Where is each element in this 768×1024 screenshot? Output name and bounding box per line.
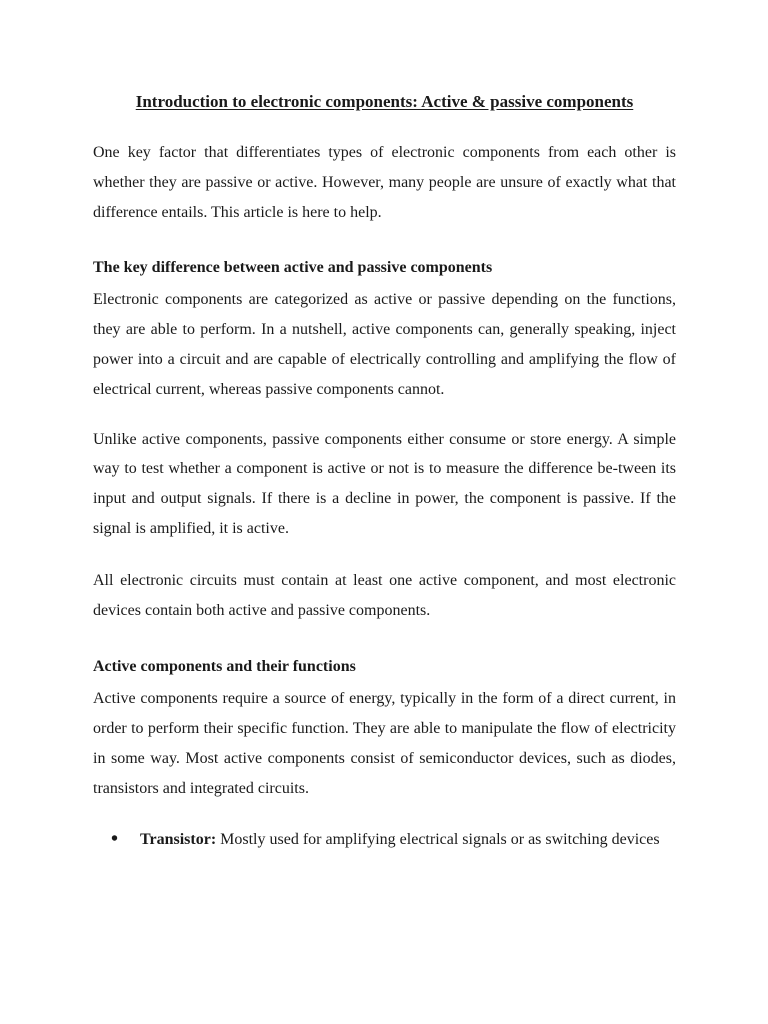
document-content (93, 89, 676, 854)
list-item (93, 825, 676, 855)
paragraph: Electronic components are categorized as active or passive depending on the functions, they are able to perform. In a nutshell, active components can, generally speaking, inject power into a circuit and are capable of electrically controlling and amplifying the flow of electrical current, whereas passive components cannot. (93, 291, 676, 398)
bullet-marker: • (111, 827, 119, 850)
paragraph: All electronic circuits must contain at least one active component, and most electronic devices contain both active and passive components. (93, 571, 676, 619)
bullet-description: Mostly used for amplifying electrical signals or as switching devices (216, 830, 660, 848)
document-title: Introduction to electronic components: Active & passive components (135, 92, 634, 111)
section-heading-key-difference: The key difference between active and passive components (93, 259, 493, 277)
bullet-list (93, 825, 676, 855)
paragraph: Active components require a source of energy, typically in the form of a direct current, in order to perform their specific function. They are able to manipulate the flow of electricity in some way. Most active components consist of semiconductor devices, such as diodes, transistors and integrated circuits. (93, 690, 676, 797)
section-heading-active-components: Active components and their functions (93, 658, 356, 676)
bullet-text (140, 825, 676, 855)
paragraph: Unlike active components, passive components either consume or store energy. A simple way to test whether a component is active or not is to measure the difference be-tween its input and output signals. If there is a decline in power, the component is passive. If the signal is amplified, it is active. (93, 430, 676, 537)
intro-paragraph: One key factor that differentiates types of electronic components from each other is whether they are passive or active. However, many people are unsure of exactly what that difference entails. This article is here to help. (93, 144, 676, 221)
bullet-term: Transistor: (140, 830, 217, 848)
